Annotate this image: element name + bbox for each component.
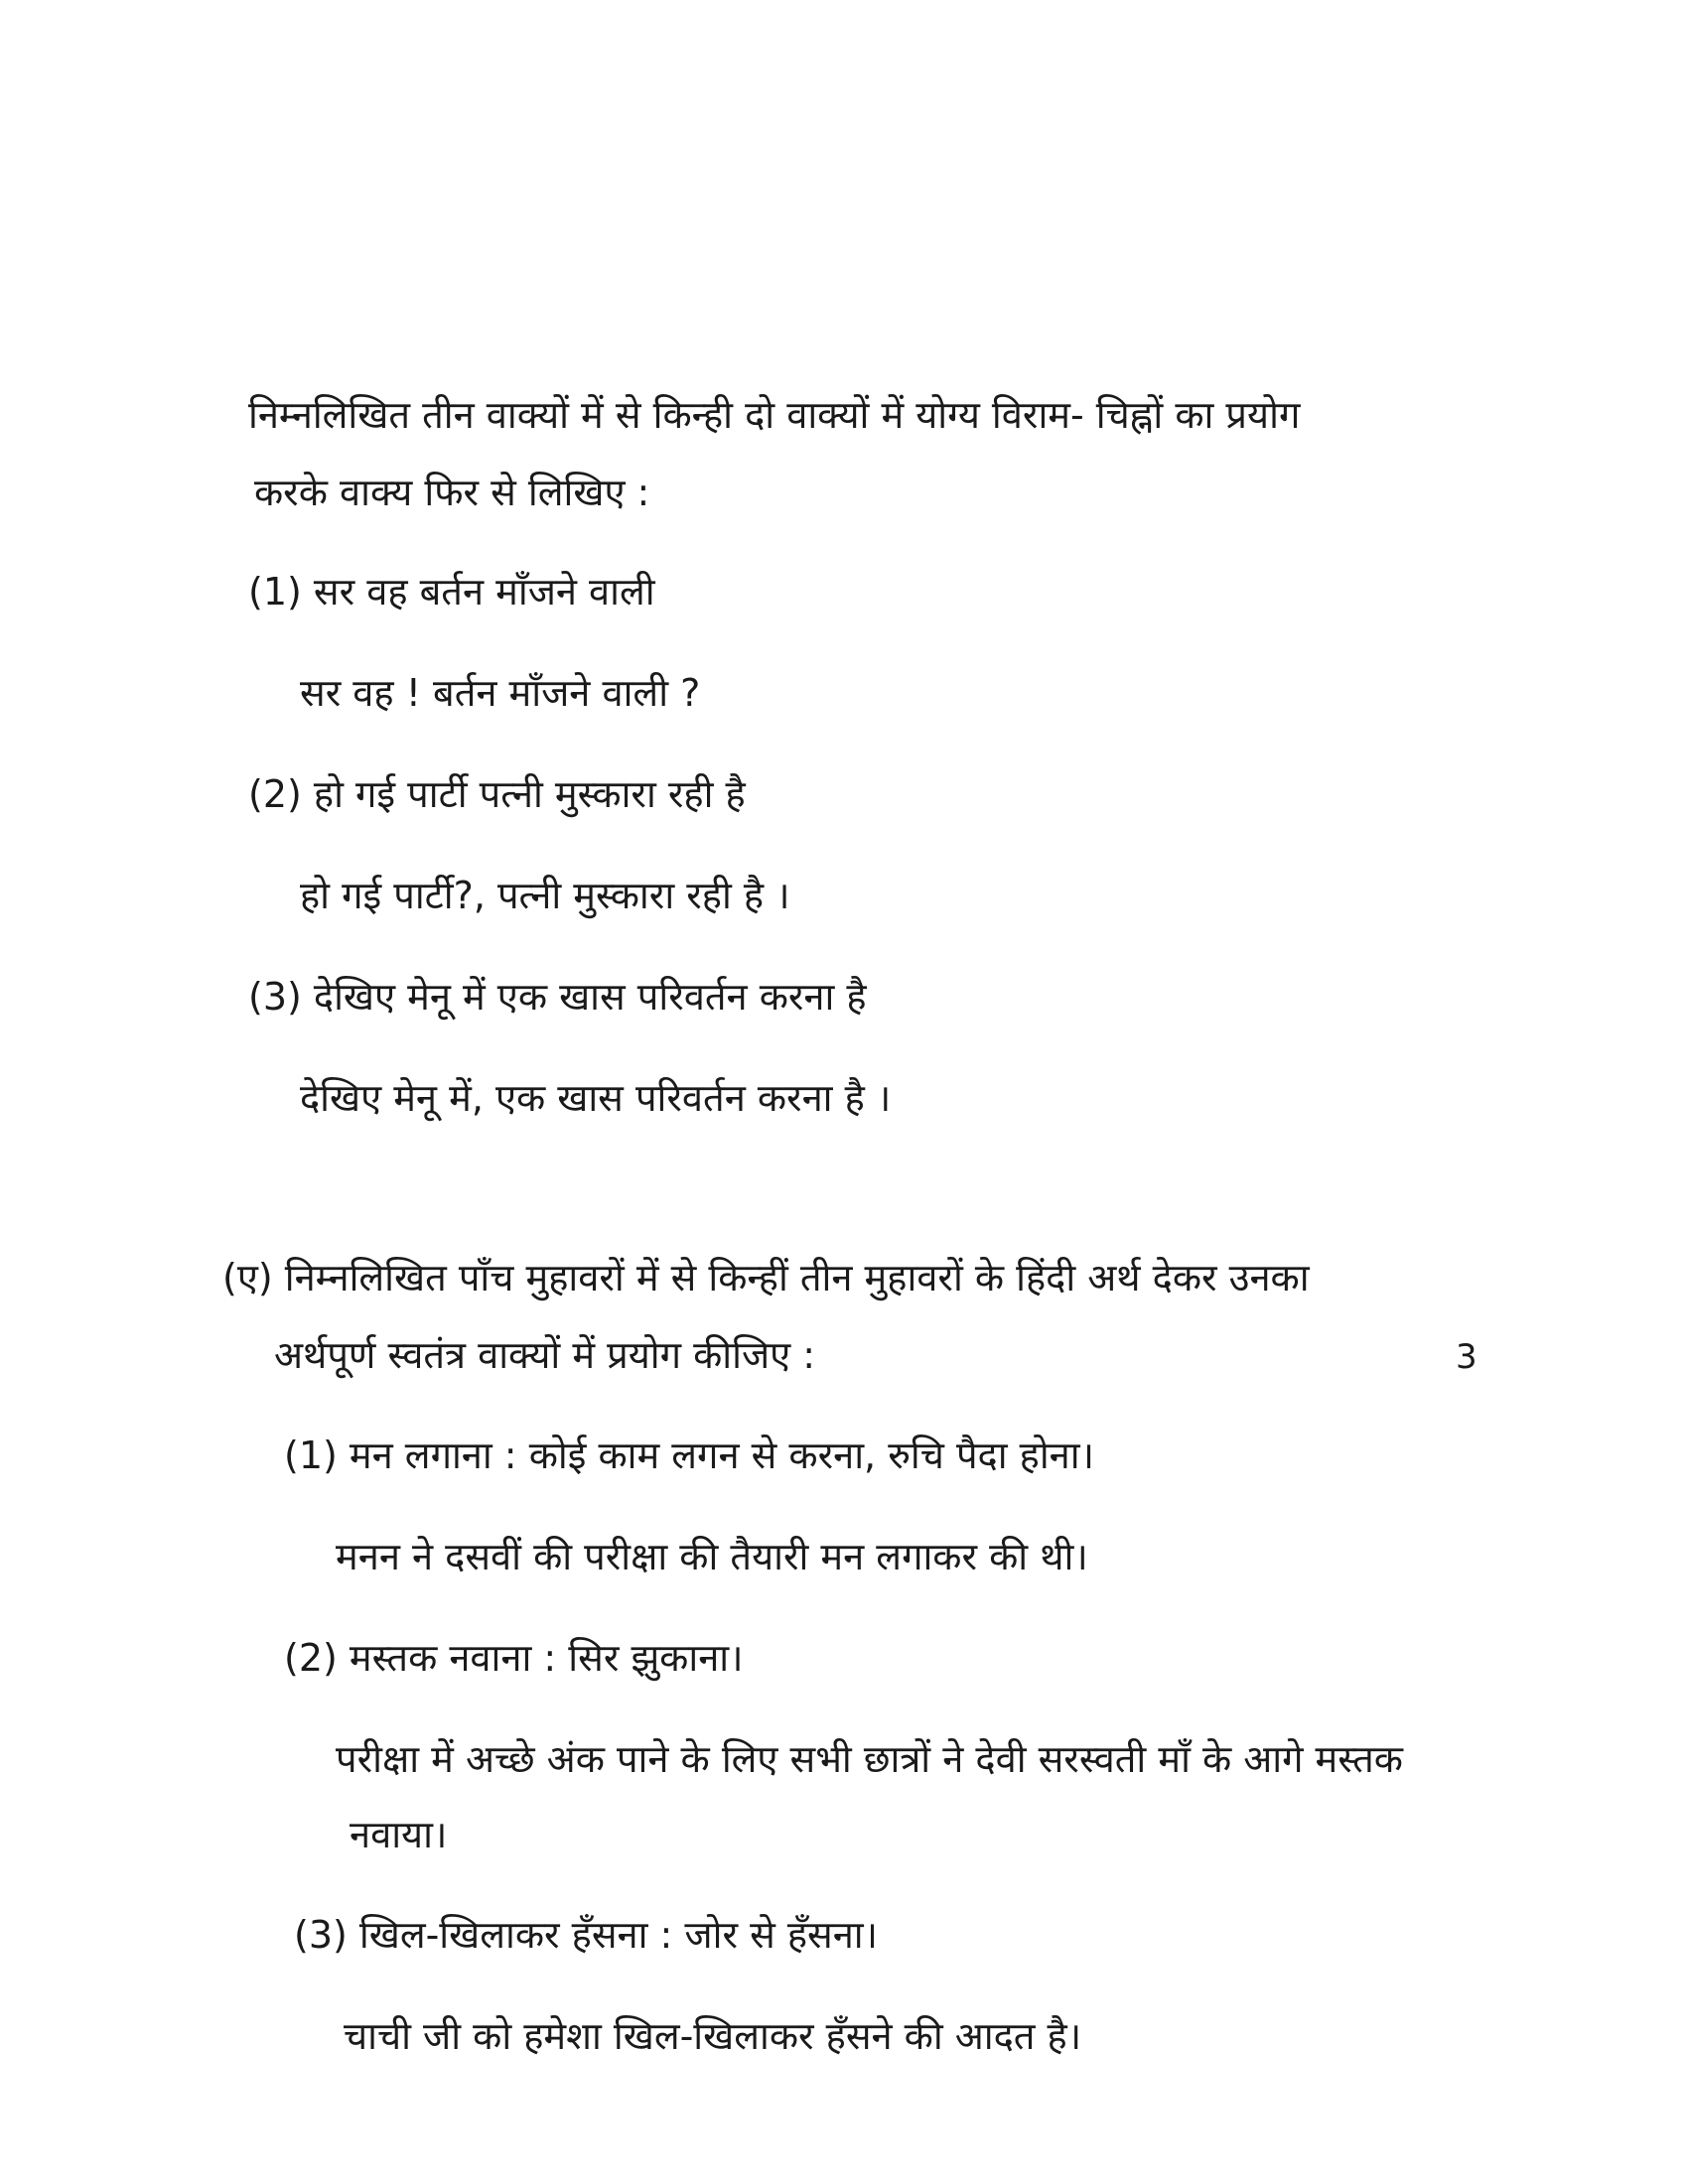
idiom-sentence-1: मनन ने दसवीं की परीक्षा की तैयारी मन लगाकर की थी। xyxy=(336,1535,1088,1578)
idiom-meaning-2: (2) मस्तक नवाना : सिर झुकाना। xyxy=(284,1636,744,1680)
idiom-sentence-2-line-1: परीक्षा में अच्छे अंक पाने के लिए सभी छात्रों ने देवी सरस्वती माँ के आगे मस्तक xyxy=(336,1737,1403,1781)
question-item-2: (2) हो गई पार्टी पत्नी मुस्कारा रही है xyxy=(248,772,746,816)
idioms-instruction-line-2: अर्थपूर्ण स्वतंत्र वाक्यों में प्रयोग कीजिए : xyxy=(274,1333,816,1377)
question-item-1: (1) सर वह बर्तन माँजने वाली xyxy=(248,570,655,614)
answer-item-3: देखिए मेनू में, एक खास परिवर्तन करना है । xyxy=(300,1076,892,1120)
idiom-sentence-3: चाची जी को हमेशा खिल-खिलाकर हँसने की आदत है। xyxy=(344,2014,1082,2058)
idiom-meaning-1: (1) मन लगाना : कोई काम लगन से करना, रुचि पैदा होना। xyxy=(284,1433,1095,1477)
idioms-instruction-line-1: (ए) निम्नलिखित पाँच मुहावरों में से किन्हीं तीन मुहावरों के हिंदी अर्थ देकर उनका xyxy=(222,1256,1310,1299)
instruction-line-2: करके वाक्य फिर से लिखिए : xyxy=(254,471,650,514)
instruction-line-1: निम्नलिखित तीन वाक्यों में से किन्ही दो वाक्यों में योग्य विराम- चिह्नों का प्रयोग xyxy=(248,393,1301,437)
marks-label: 3 xyxy=(1456,1337,1477,1377)
idiom-meaning-3: (3) खिल-खिलाकर हँसना : जोर से हँसना। xyxy=(294,1913,879,1957)
question-item-3: (3) देखिए मेनू में एक खास परिवर्तन करना है xyxy=(248,975,867,1019)
idiom-sentence-2-line-2: नवाया। xyxy=(350,1813,448,1856)
answer-item-2: हो गई पार्टी?, पत्नी मुस्कारा रही है । xyxy=(300,874,790,917)
answer-item-1: सर वह ! बर्तन माँजने वाली ? xyxy=(300,671,701,715)
